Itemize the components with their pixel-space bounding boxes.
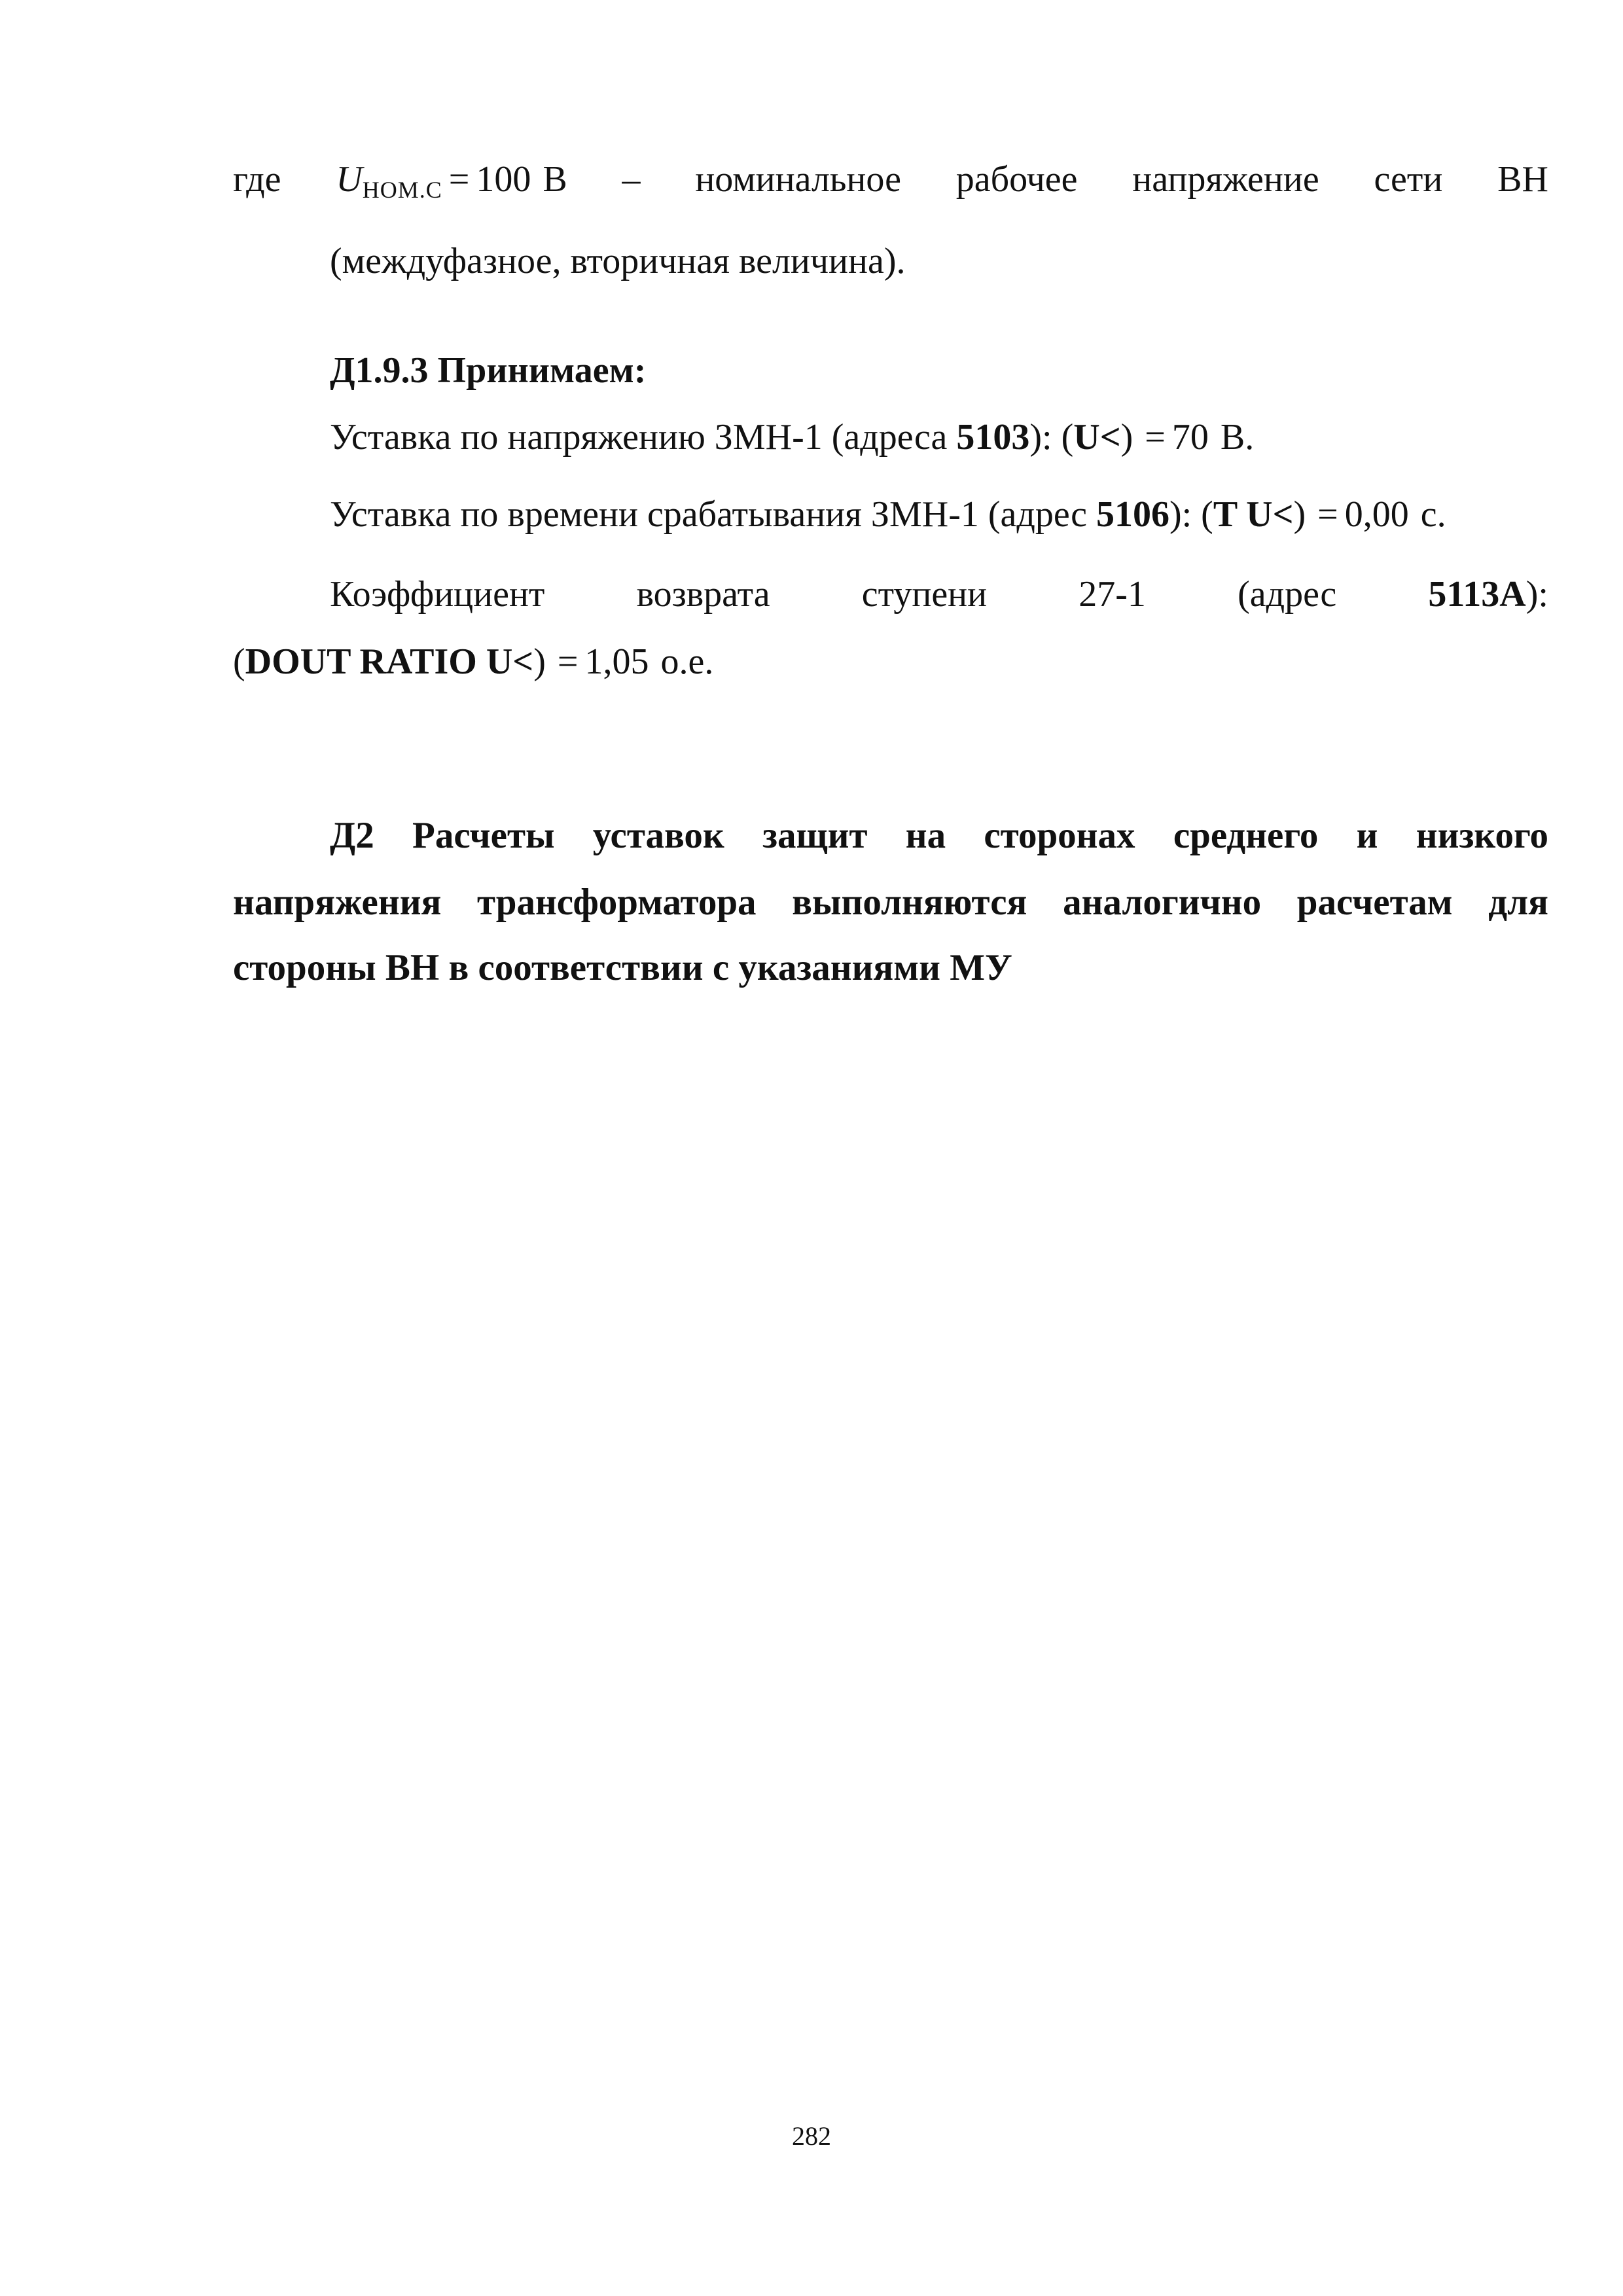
return-word-stage: ступени <box>861 574 988 615</box>
word-network: сети <box>1374 159 1443 200</box>
d2-word: напряжения <box>233 882 442 923</box>
return-address-tail: ): <box>1525 574 1548 615</box>
setting-time-address: 5106 <box>1096 494 1169 535</box>
where-word: где <box>233 159 281 200</box>
return-word-return: возврата <box>636 574 770 615</box>
return-word-27-1: 27-1 <box>1079 574 1146 615</box>
d2-word: Расчеты <box>412 815 555 856</box>
word-working: рабочее <box>955 159 1078 200</box>
setting-voltage-param: U< <box>1073 417 1121 457</box>
formula-sub: НОМ.С <box>362 177 442 203</box>
setting-time-param: T U< <box>1213 494 1294 535</box>
page-number: 282 <box>792 2121 831 2151</box>
return-param: DOUT RATIO U< <box>245 641 534 682</box>
return-unit: о.е. <box>660 641 714 682</box>
formula-u-nom <box>336 161 567 202</box>
setting-time <box>330 496 1446 533</box>
setting-time-eq: = <box>1317 494 1338 535</box>
d2-word: для <box>1488 882 1548 923</box>
setting-voltage-address: 5103 <box>956 417 1030 457</box>
setting-voltage-eq: = <box>1145 417 1166 457</box>
formula-var: U <box>336 159 363 200</box>
dash: – <box>622 159 641 200</box>
word-voltage: напряжение <box>1132 159 1319 200</box>
setting-voltage-close: ) <box>1120 417 1133 457</box>
formula-unit: В <box>543 159 567 200</box>
d2-word: аналогично <box>1063 882 1262 923</box>
setting-time-prefix: Уставка по времени срабатывания ЗМН-1 (адрес <box>330 494 1096 535</box>
return-close: ) <box>533 641 546 682</box>
setting-time-unit: с. <box>1420 494 1446 535</box>
d2-word: среднего <box>1173 815 1319 856</box>
d2-word: защит <box>762 815 868 856</box>
d2-word: сторонах <box>984 815 1135 856</box>
d2-word: на <box>905 815 946 856</box>
return-open: ( <box>233 641 245 682</box>
where-line-2: (междуфазное, вторичная величина). <box>330 241 906 281</box>
return-eq: = <box>557 641 579 682</box>
d2-line-1 <box>330 817 1548 854</box>
d2-word: и <box>1356 815 1378 856</box>
return-address-group <box>1428 576 1548 613</box>
formula-eq: = <box>448 159 470 200</box>
return-value: 1,05 <box>584 641 649 682</box>
setting-voltage-mid: ): ( <box>1029 417 1074 457</box>
setting-voltage-unit: В. <box>1220 417 1255 457</box>
d2-word: трансформатора <box>477 882 757 923</box>
d2-word: расчетам <box>1296 882 1453 923</box>
word-vn: ВН <box>1497 159 1548 200</box>
d2-word: уставок <box>592 815 724 856</box>
setting-voltage-prefix: Уставка по напряжению ЗМН-1 (адреса <box>330 417 957 457</box>
return-coef-line-1 <box>330 576 1548 613</box>
return-address: 5113A <box>1428 574 1526 615</box>
return-coef-line-2 <box>233 643 713 680</box>
return-word-coef: Коэффициент <box>330 574 545 615</box>
d2-line-3: стороны ВН в соответствии с указаниями МУ <box>233 947 1012 988</box>
word-nominal: номинальное <box>695 159 901 200</box>
section-heading: Д1.9.3 Принимаем: <box>330 350 647 391</box>
setting-voltage <box>330 419 1254 456</box>
formula-value: 100 <box>476 159 531 200</box>
d2-word: выполняются <box>792 882 1027 923</box>
setting-time-mid: ): ( <box>1169 494 1213 535</box>
d2-word: низкого <box>1416 815 1548 856</box>
where-line-1 <box>233 161 1548 202</box>
setting-time-close: ) <box>1293 494 1306 535</box>
d2-word: Д2 <box>330 815 374 856</box>
d2-line-2 <box>233 884 1548 921</box>
setting-time-value: 0,00 <box>1344 494 1409 535</box>
return-word-address: (адрес <box>1238 574 1337 615</box>
setting-voltage-value: 70 <box>1171 417 1209 457</box>
